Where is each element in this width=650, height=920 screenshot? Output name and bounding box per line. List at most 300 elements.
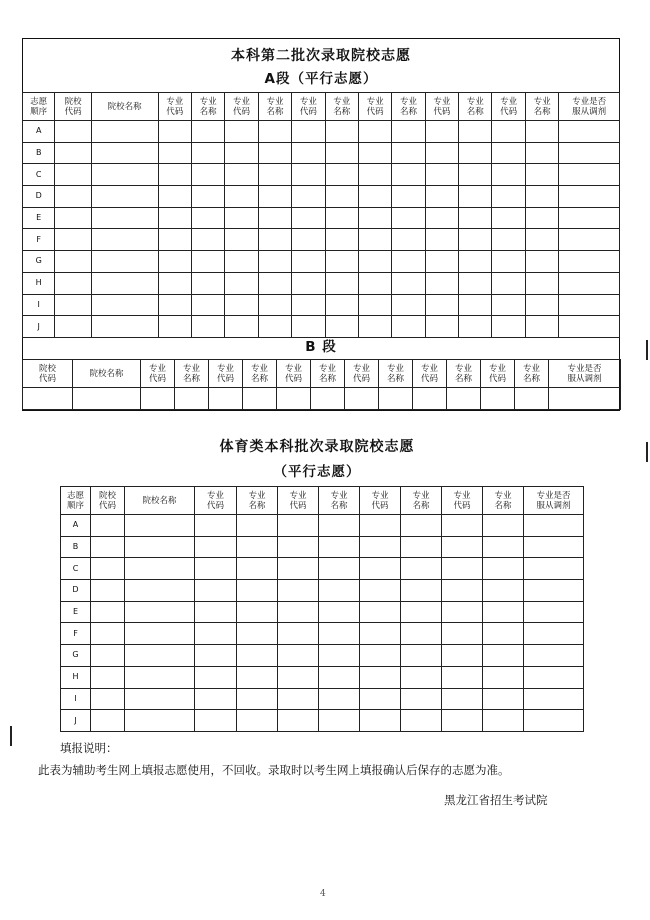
section-a-entry-cell[interactable] <box>91 121 158 143</box>
section-a-entry-cell[interactable] <box>459 142 492 164</box>
sports-entry-cell[interactable] <box>319 515 360 537</box>
sports-entry-cell[interactable] <box>360 580 401 602</box>
sports-entry-cell[interactable] <box>524 710 584 732</box>
section-a-entry-cell[interactable] <box>325 251 358 273</box>
section-a-entry-cell[interactable] <box>191 229 224 251</box>
section-a-entry-cell[interactable] <box>358 207 391 229</box>
sports-entry-cell[interactable] <box>483 645 524 667</box>
section-a-entry-cell[interactable] <box>425 294 458 316</box>
section-a-entry-cell[interactable] <box>525 272 558 294</box>
section-a-entry-cell[interactable] <box>158 229 191 251</box>
section-a-entry-cell[interactable] <box>425 186 458 208</box>
section-a-entry-cell[interactable] <box>225 294 258 316</box>
sports-table <box>60 486 584 732</box>
sports-entry-cell[interactable] <box>278 710 319 732</box>
section-a-entry-cell[interactable] <box>459 272 492 294</box>
section-a-entry-cell[interactable] <box>258 294 291 316</box>
sports-entry-cell[interactable] <box>401 580 442 602</box>
section-a-entry-cell[interactable] <box>55 229 91 251</box>
sports-entry-cell[interactable] <box>125 666 195 688</box>
sports-entry-cell[interactable] <box>442 688 483 710</box>
sports-entry-cell[interactable] <box>195 688 237 710</box>
section-a-entry-cell[interactable] <box>292 229 325 251</box>
sports-entry-cell[interactable] <box>237 645 278 667</box>
section-a-title: 本科第二批次录取院校志愿 <box>231 48 411 64</box>
section-a-entry-cell[interactable] <box>559 164 620 186</box>
sports-entry-cell[interactable] <box>401 558 442 580</box>
section-a-entry-cell[interactable] <box>91 251 158 273</box>
section-a-entry-cell[interactable] <box>459 229 492 251</box>
section-a-entry-cell[interactable] <box>325 294 358 316</box>
section-a-entry-cell[interactable] <box>559 294 620 316</box>
section-a-header-cell: 专业 代码 <box>425 93 458 121</box>
section-a-entry-cell[interactable] <box>55 164 91 186</box>
sports-entry-cell[interactable] <box>442 558 483 580</box>
sports-row <box>61 515 584 537</box>
section-a-header-cell: 专业 名称 <box>459 93 492 121</box>
sports-entry-cell[interactable] <box>125 645 195 667</box>
sports-header-cell: 专业 名称 <box>483 487 524 515</box>
section-b-entry-cell[interactable] <box>141 388 175 410</box>
section-b-entry-cell[interactable] <box>447 388 481 410</box>
section-a-entry-cell[interactable] <box>492 272 525 294</box>
section-a-entry-cell[interactable] <box>191 164 224 186</box>
sports-entry-cell[interactable] <box>401 666 442 688</box>
section-b-header-cell: 专业 代码 <box>277 360 311 388</box>
sports-header-cell: 专业 代码 <box>195 487 237 515</box>
sports-row <box>61 623 584 645</box>
sports-entry-cell[interactable] <box>125 688 195 710</box>
section-a-entry-cell[interactable] <box>392 142 425 164</box>
section-a-entry-cell[interactable] <box>492 294 525 316</box>
sports-entry-cell[interactable] <box>442 623 483 645</box>
section-a-entry-cell[interactable] <box>492 142 525 164</box>
section-a-entry-cell[interactable] <box>325 272 358 294</box>
section-a-entry-cell[interactable] <box>191 207 224 229</box>
sports-entry-cell[interactable] <box>524 666 584 688</box>
section-a-entry-cell[interactable] <box>325 229 358 251</box>
section-a-row-label: G <box>23 251 55 273</box>
sports-entry-cell[interactable] <box>91 688 125 710</box>
section-a-entry-cell[interactable] <box>358 164 391 186</box>
sports-entry-cell[interactable] <box>319 601 360 623</box>
section-a-entry-cell[interactable] <box>292 186 325 208</box>
sports-entry-cell[interactable] <box>195 536 237 558</box>
section-a-header-cell: 专业 名称 <box>392 93 425 121</box>
sports-entry-cell[interactable] <box>319 580 360 602</box>
sports-entry-cell[interactable] <box>360 558 401 580</box>
sports-entry-cell[interactable] <box>360 515 401 537</box>
sports-entry-cell[interactable] <box>483 710 524 732</box>
sports-entry-cell[interactable] <box>237 688 278 710</box>
section-a-entry-cell[interactable] <box>492 164 525 186</box>
sports-entry-cell[interactable] <box>401 536 442 558</box>
sports-entry-cell[interactable] <box>237 580 278 602</box>
sports-entry-cell[interactable] <box>483 666 524 688</box>
notes-text: 此表为辅助考生网上填报志愿使用，不回收。录取时以考生网上填报确认后保存的志愿为准。 <box>38 763 510 777</box>
section-a-entry-cell[interactable] <box>492 229 525 251</box>
section-a-entry-cell[interactable] <box>292 142 325 164</box>
section-a-b-frame <box>22 38 620 411</box>
section-a-entry-cell[interactable] <box>55 121 91 143</box>
section-a-entry-cell[interactable] <box>525 121 558 143</box>
section-a-entry-cell[interactable] <box>225 229 258 251</box>
section-a-entry-cell[interactable] <box>258 121 291 143</box>
sports-entry-cell[interactable] <box>360 666 401 688</box>
section-a-entry-cell[interactable] <box>459 294 492 316</box>
sports-entry-cell[interactable] <box>524 558 584 580</box>
section-a-entry-cell[interactable] <box>91 207 158 229</box>
section-a-row <box>23 121 620 143</box>
sports-entry-cell[interactable] <box>319 710 360 732</box>
sports-entry-cell[interactable] <box>278 536 319 558</box>
sports-entry-cell[interactable] <box>319 558 360 580</box>
sports-header-cell: 专业 代码 <box>442 487 483 515</box>
section-a-entry-cell[interactable] <box>225 142 258 164</box>
section-a-entry-cell[interactable] <box>325 164 358 186</box>
sports-header-cell: 专业 名称 <box>401 487 442 515</box>
sports-entry-cell[interactable] <box>524 536 584 558</box>
sports-row-label: C <box>61 558 91 580</box>
section-a-entry-cell[interactable] <box>525 229 558 251</box>
sports-entry-cell[interactable] <box>195 515 237 537</box>
sports-entry-cell[interactable] <box>524 623 584 645</box>
sports-entry-cell[interactable] <box>401 601 442 623</box>
section-a-entry-cell[interactable] <box>358 272 391 294</box>
section-a-row-label: A <box>23 121 55 143</box>
section-a-entry-cell[interactable] <box>158 251 191 273</box>
sports-entry-cell[interactable] <box>483 580 524 602</box>
section-a-entry-cell[interactable] <box>292 164 325 186</box>
sports-entry-cell[interactable] <box>524 688 584 710</box>
sports-entry-cell[interactable] <box>401 645 442 667</box>
section-a-header-cell: 院校名称 <box>91 93 158 121</box>
section-b-header-cell: 专业 代码 <box>481 360 515 388</box>
section-a-entry-cell[interactable] <box>325 186 358 208</box>
section-a-entry-cell[interactable] <box>525 142 558 164</box>
sports-entry-cell[interactable] <box>319 623 360 645</box>
section-b-entry-cell[interactable] <box>277 388 311 410</box>
section-a-entry-cell[interactable] <box>91 229 158 251</box>
section-a-entry-cell[interactable] <box>55 272 91 294</box>
section-a-entry-cell[interactable] <box>392 164 425 186</box>
section-a-entry-cell[interactable] <box>492 186 525 208</box>
sports-entry-cell[interactable] <box>524 601 584 623</box>
sports-header-cell: 专业 名称 <box>237 487 278 515</box>
section-a-entry-cell[interactable] <box>91 272 158 294</box>
sports-entry-cell[interactable] <box>524 645 584 667</box>
scan-mark-right-2 <box>646 442 648 462</box>
section-a-entry-cell[interactable] <box>225 186 258 208</box>
section-a-row <box>23 229 620 251</box>
section-a-entry-cell[interactable] <box>191 251 224 273</box>
section-a-entry-cell[interactable] <box>425 142 458 164</box>
section-a-entry-cell[interactable] <box>158 294 191 316</box>
sports-entry-cell[interactable] <box>319 666 360 688</box>
section-b-entry-cell[interactable] <box>481 388 515 410</box>
section-b-entry-cell[interactable] <box>73 388 141 410</box>
section-a-entry-cell[interactable] <box>425 164 458 186</box>
section-a-entry-cell[interactable] <box>392 186 425 208</box>
section-a-subtitle: A段（平行志愿） <box>264 71 378 87</box>
sports-entry-cell[interactable] <box>195 645 237 667</box>
section-a-entry-cell[interactable] <box>325 207 358 229</box>
section-a-entry-cell[interactable] <box>258 142 291 164</box>
section-a-entry-cell[interactable] <box>392 272 425 294</box>
section-a-entry-cell[interactable] <box>459 164 492 186</box>
sports-entry-cell[interactable] <box>483 601 524 623</box>
section-b-header-cell: 专业是否 服从调剂 <box>549 360 621 388</box>
section-b-entry-cell[interactable] <box>311 388 345 410</box>
sports-entry-cell[interactable] <box>442 710 483 732</box>
sports-entry-cell[interactable] <box>483 623 524 645</box>
sports-entry-cell[interactable] <box>442 580 483 602</box>
sports-entry-cell[interactable] <box>125 558 195 580</box>
sports-entry-cell[interactable] <box>91 601 125 623</box>
sports-entry-cell[interactable] <box>195 580 237 602</box>
section-a-entry-cell[interactable] <box>325 142 358 164</box>
sports-entry-cell[interactable] <box>360 623 401 645</box>
sports-entry-cell[interactable] <box>237 558 278 580</box>
section-a-entry-cell[interactable] <box>358 251 391 273</box>
section-a-entry-cell[interactable] <box>358 229 391 251</box>
section-a-entry-cell[interactable] <box>358 121 391 143</box>
section-a-entry-cell[interactable] <box>191 142 224 164</box>
section-a-entry-cell[interactable] <box>358 294 391 316</box>
section-a-entry-cell[interactable] <box>225 164 258 186</box>
section-a-entry-cell[interactable] <box>258 164 291 186</box>
section-a-entry-cell[interactable] <box>158 272 191 294</box>
sports-entry-cell[interactable] <box>360 601 401 623</box>
sports-entry-cell[interactable] <box>278 666 319 688</box>
sports-entry-cell[interactable] <box>125 536 195 558</box>
section-a-entry-cell[interactable] <box>559 142 620 164</box>
sports-row-label: J <box>61 710 91 732</box>
sports-entry-cell[interactable] <box>195 710 237 732</box>
section-a-entry-cell[interactable] <box>425 229 458 251</box>
section-a-entry-cell[interactable] <box>158 142 191 164</box>
section-a-entry-cell[interactable] <box>292 294 325 316</box>
section-a-entry-cell[interactable] <box>55 294 91 316</box>
section-a-entry-cell[interactable] <box>91 142 158 164</box>
section-a-entry-cell[interactable] <box>459 207 492 229</box>
scan-mark-right-1 <box>646 340 648 360</box>
sports-entry-cell[interactable] <box>278 688 319 710</box>
sports-entry-cell[interactable] <box>237 536 278 558</box>
section-a-entry-cell[interactable] <box>225 207 258 229</box>
section-a-entry-cell[interactable] <box>258 229 291 251</box>
section-a-row-label: F <box>23 229 55 251</box>
section-a-entry-cell[interactable] <box>559 121 620 143</box>
section-a-entry-cell[interactable] <box>459 251 492 273</box>
sports-entry-cell[interactable] <box>483 558 524 580</box>
sports-entry-cell[interactable] <box>483 536 524 558</box>
sports-entry-cell[interactable] <box>91 623 125 645</box>
section-b-entry-cell[interactable] <box>23 388 73 410</box>
section-a-entry-cell[interactable] <box>492 207 525 229</box>
sports-row <box>61 688 584 710</box>
sports-entry-cell[interactable] <box>401 688 442 710</box>
section-a-entry-cell[interactable] <box>158 186 191 208</box>
sports-entry-cell[interactable] <box>278 580 319 602</box>
section-b-entry-cell[interactable] <box>345 388 379 410</box>
section-a-entry-cell[interactable] <box>55 251 91 273</box>
sports-entry-cell[interactable] <box>195 666 237 688</box>
sports-entry-cell[interactable] <box>278 645 319 667</box>
section-a-entry-cell[interactable] <box>358 186 391 208</box>
sports-entry-cell[interactable] <box>360 688 401 710</box>
sports-entry-cell[interactable] <box>91 645 125 667</box>
section-b-entry-cell[interactable] <box>175 388 209 410</box>
sports-entry-cell[interactable] <box>237 666 278 688</box>
sports-entry-cell[interactable] <box>278 623 319 645</box>
section-a-entry-cell[interactable] <box>292 207 325 229</box>
sports-entry-cell[interactable] <box>125 710 195 732</box>
section-a-entry-cell[interactable] <box>559 229 620 251</box>
section-a-entry-cell[interactable] <box>525 294 558 316</box>
section-a-entry-cell[interactable] <box>459 186 492 208</box>
sports-entry-cell[interactable] <box>91 580 125 602</box>
sports-entry-cell[interactable] <box>524 580 584 602</box>
section-b-entry-cell[interactable] <box>515 388 549 410</box>
section-a-entry-cell[interactable] <box>425 121 458 143</box>
sports-entry-cell[interactable] <box>360 710 401 732</box>
section-a-entry-cell[interactable] <box>459 121 492 143</box>
section-a-entry-cell[interactable] <box>292 251 325 273</box>
section-a-entry-cell[interactable] <box>191 121 224 143</box>
section-a-entry-cell[interactable] <box>425 251 458 273</box>
section-a-header-cell: 专业是否 服从调剂 <box>559 93 620 121</box>
section-a-entry-cell[interactable] <box>425 207 458 229</box>
section-a-header-cell: 专业 代码 <box>292 93 325 121</box>
sports-entry-cell[interactable] <box>125 623 195 645</box>
sports-entry-cell[interactable] <box>195 623 237 645</box>
section-b-entry-cell[interactable] <box>413 388 447 410</box>
sports-entry-cell[interactable] <box>278 601 319 623</box>
section-a-entry-cell[interactable] <box>492 251 525 273</box>
sports-entry-cell[interactable] <box>319 645 360 667</box>
sports-entry-cell[interactable] <box>319 688 360 710</box>
sports-entry-cell[interactable] <box>360 536 401 558</box>
section-b-entry-cell[interactable] <box>549 388 621 410</box>
section-a-entry-cell[interactable] <box>292 272 325 294</box>
sports-entry-cell[interactable] <box>195 601 237 623</box>
section-a-entry-cell[interactable] <box>392 294 425 316</box>
section-a-row <box>23 164 620 186</box>
sports-entry-cell[interactable] <box>319 536 360 558</box>
section-a-entry-cell[interactable] <box>158 164 191 186</box>
sports-entry-cell[interactable] <box>195 558 237 580</box>
sports-header-row <box>61 487 584 515</box>
section-a-entry-cell[interactable] <box>191 186 224 208</box>
sports-entry-cell[interactable] <box>360 645 401 667</box>
section-a-entry-cell[interactable] <box>191 272 224 294</box>
sports-entry-cell[interactable] <box>237 623 278 645</box>
sports-entry-cell[interactable] <box>483 688 524 710</box>
section-a-entry-cell[interactable] <box>392 207 425 229</box>
section-a-header-cell: 专业 代码 <box>225 93 258 121</box>
section-b-header-cell: 专业 名称 <box>379 360 413 388</box>
section-b-entry-cell[interactable] <box>379 388 413 410</box>
section-a-entry-cell[interactable] <box>292 121 325 143</box>
section-a-entry-cell[interactable] <box>258 272 291 294</box>
sports-row <box>61 536 584 558</box>
section-a-entry-cell[interactable] <box>55 207 91 229</box>
section-a-entry-cell[interactable] <box>258 186 291 208</box>
section-a-entry-cell[interactable] <box>258 251 291 273</box>
section-a-entry-cell[interactable] <box>91 294 158 316</box>
section-a-entry-cell[interactable] <box>258 207 291 229</box>
sports-entry-cell[interactable] <box>401 623 442 645</box>
sports-entry-cell[interactable] <box>237 515 278 537</box>
section-a-entry-cell[interactable] <box>158 121 191 143</box>
sports-entry-cell[interactable] <box>91 515 125 537</box>
section-a-entry-cell[interactable] <box>191 294 224 316</box>
section-a-entry-cell[interactable] <box>158 207 191 229</box>
section-a-entry-cell[interactable] <box>55 186 91 208</box>
section-a-entry-cell[interactable] <box>392 251 425 273</box>
sports-entry-cell[interactable] <box>442 645 483 667</box>
section-a-entry-cell[interactable] <box>525 251 558 273</box>
section-a-entry-cell[interactable] <box>225 251 258 273</box>
sports-entry-cell[interactable] <box>91 536 125 558</box>
section-a-entry-cell[interactable] <box>425 272 458 294</box>
sports-entry-cell[interactable] <box>442 601 483 623</box>
section-a-entry-cell[interactable] <box>559 186 620 208</box>
sports-entry-cell[interactable] <box>401 710 442 732</box>
sports-entry-cell[interactable] <box>278 558 319 580</box>
section-a-entry-cell[interactable] <box>559 251 620 273</box>
sports-entry-cell[interactable] <box>237 601 278 623</box>
sports-entry-cell[interactable] <box>125 580 195 602</box>
section-a-entry-cell[interactable] <box>225 272 258 294</box>
sports-entry-cell[interactable] <box>91 710 125 732</box>
section-a-entry-cell[interactable] <box>525 207 558 229</box>
section-b-entry-cell[interactable] <box>209 388 243 410</box>
section-b-header-cell: 院校名称 <box>73 360 141 388</box>
section-a-entry-cell[interactable] <box>392 229 425 251</box>
sports-entry-cell[interactable] <box>125 601 195 623</box>
section-a-header-cell: 院校 代码 <box>55 93 91 121</box>
section-a-entry-cell[interactable] <box>358 142 391 164</box>
section-a-entry-cell[interactable] <box>225 121 258 143</box>
sports-entry-cell[interactable] <box>442 666 483 688</box>
sports-entry-cell[interactable] <box>91 558 125 580</box>
sports-entry-cell[interactable] <box>237 710 278 732</box>
section-a-row <box>23 272 620 294</box>
sports-entry-cell[interactable] <box>278 515 319 537</box>
sports-entry-cell[interactable] <box>125 515 195 537</box>
section-a-entry-cell[interactable] <box>559 272 620 294</box>
sports-entry-cell[interactable] <box>442 536 483 558</box>
section-a-entry-cell[interactable] <box>492 121 525 143</box>
sports-entry-cell[interactable] <box>524 515 584 537</box>
section-a-entry-cell[interactable] <box>91 164 158 186</box>
sports-entry-cell[interactable] <box>401 515 442 537</box>
section-a-entry-cell[interactable] <box>392 121 425 143</box>
section-a-entry-cell[interactable] <box>91 186 158 208</box>
sports-entry-cell[interactable] <box>91 666 125 688</box>
section-b-entry-cell[interactable] <box>243 388 277 410</box>
sports-entry-cell[interactable] <box>442 515 483 537</box>
sports-entry-cell[interactable] <box>483 515 524 537</box>
section-a-entry-cell[interactable] <box>559 207 620 229</box>
notes-label: 填报说明： <box>60 741 118 755</box>
section-a-entry-cell[interactable] <box>325 121 358 143</box>
section-a-entry-cell[interactable] <box>525 164 558 186</box>
section-a-entry-cell[interactable] <box>55 142 91 164</box>
section-a-entry-cell[interactable] <box>525 186 558 208</box>
